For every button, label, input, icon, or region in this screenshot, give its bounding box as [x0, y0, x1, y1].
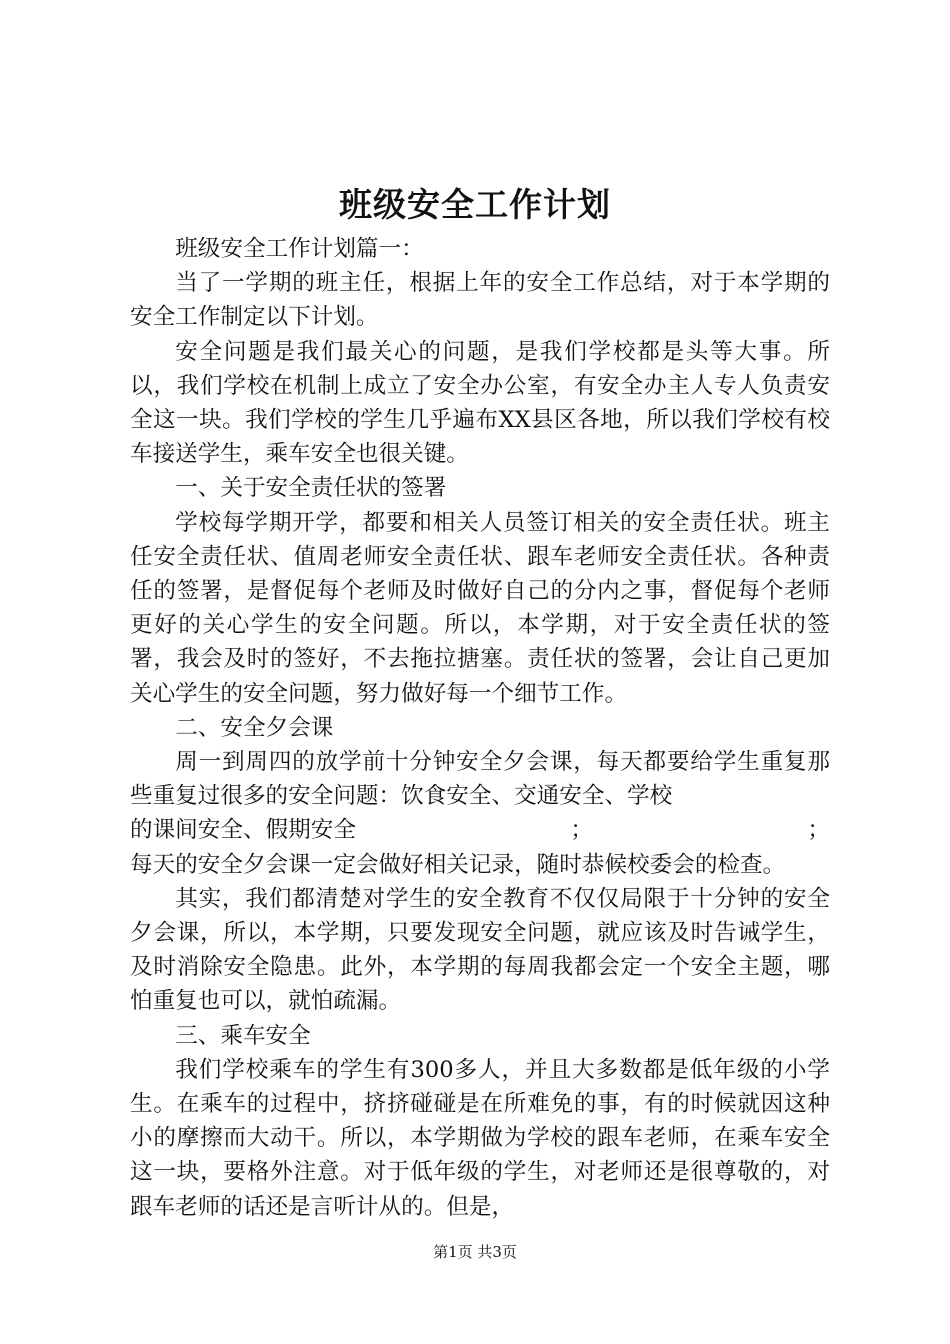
gap-line-text: 的课间安全、假期安全: [130, 817, 356, 844]
document-title: 班级安全工作计划: [339, 185, 611, 224]
body-paragraph: 周一到周四的放学前十分钟安全夕会课，每天都要给学生重复那些重复过很多的安全问题：饮食安全、交通安全、学校: [130, 749, 830, 810]
body-paragraph: 学校每学期开学，都要和相关人员签订相关的安全责任状。班主任安全责任状、值周老师安全责任状、跟车老师安全责任状。各种责任的签署，是督促每个老师及时做好自己的分内之事，督促每个老师更好的关心学生的安全问题。所以，本学期，对于安全责任状的签署，我会及时的签好，不去拖拉搪塞。责任状的签署，会让自己更加关心学生的安全问题，努力做好每一个细节工作。: [130, 509, 830, 707]
document-body: [130, 232, 830, 1224]
gap-line-semicolon: ；: [570, 817, 593, 844]
section-heading: 二、安全夕会课: [175, 714, 334, 741]
section-heading: 一、关于安全责任状的签署: [175, 475, 447, 502]
body-paragraph: 安全问题是我们最关心的问题，是我们学校都是头等大事。所以，我们学校在机制上成立了安全办公室，有安全办主人专人负责安全这一块。我们学校的学生几乎遍布XX县区各地，所以我们学校有校车接送学生，乘车安全也很关键。: [130, 338, 830, 468]
section-heading: 三、乘车安全: [175, 1022, 311, 1049]
page-footer: 第1页 共3页: [433, 1243, 517, 1261]
section-intro: 班级安全工作计划篇一：: [175, 236, 424, 262]
body-paragraph: 每天的安全夕会课一定会做好相关记录，随时恭候校委会的检查。: [130, 851, 786, 878]
body-line-with-gaps: [130, 813, 830, 847]
body-paragraph: 其实，我们都清楚对学生的安全教育不仅仅局限于十分钟的安全夕会课，所以，本学期，只要发现安全问题，就应该及时告诫学生，及时消除安全隐患。此外，本学期的每周我都会定一个安全主题，哪怕重复也可以，就怕疏漏。: [130, 885, 830, 1015]
gap-line-semicolon: ；: [807, 817, 830, 844]
body-paragraph: 当了一学期的班主任，根据上年的安全工作总结，对于本学期的安全工作制定以下计划。: [130, 270, 830, 331]
body-paragraph: 我们学校乘车的学生有300多人，并且大多数都是低年级的小学生。在乘车的过程中，挤挤碰碰是在所难免的事，有的时候就因这种小的摩擦而大动干。所以，本学期做为学校的跟车老师，在乘车安全这一块，要格外注意。对于低年级的学生，对老师还是很尊敬的，对跟车老师的话还是言听计从的。但是，: [130, 1056, 830, 1220]
